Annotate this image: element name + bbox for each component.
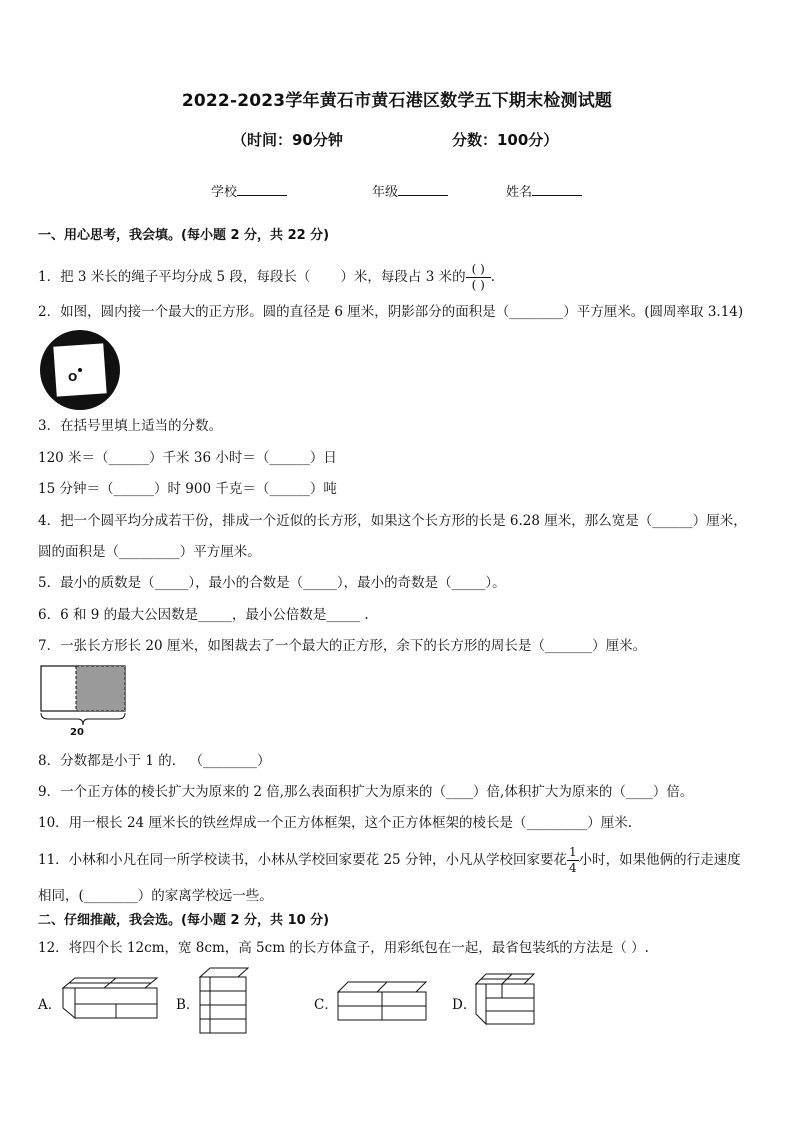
question-8: 8．分数都是小于 1 的． （________） <box>38 753 271 769</box>
option-c-figure[interactable] <box>334 978 430 1024</box>
grade-label: 年级 <box>372 185 399 200</box>
name-label: 姓名 <box>506 185 533 200</box>
q1-fraction-num[interactable]: ( ) <box>466 262 491 278</box>
option-a-figure[interactable] <box>60 975 162 1023</box>
option-d-label[interactable]: D． <box>452 997 477 1013</box>
q11-text-b: 小时，如果他俩的行走速度 <box>578 852 741 868</box>
q2-circle-figure <box>38 328 124 414</box>
school-label: 学校 <box>211 185 238 200</box>
question-4: 4．把一个圆平均分成若干份，排成一个近似的长方形，如果这个长方形的长是 6.28 厘米，那么宽是（______）厘米， <box>38 513 747 529</box>
q1-fraction-den[interactable]: ( ) <box>471 278 485 292</box>
exam-time: （时间：90分钟 <box>232 131 343 149</box>
name-blank[interactable] <box>532 183 582 196</box>
section-1-heading: 一、用心思考，我会填。(每小题 2 分，共 22 分) <box>38 228 330 243</box>
option-d-figure[interactable] <box>472 970 538 1028</box>
school-blank[interactable] <box>237 183 287 196</box>
option-c-label[interactable]: C． <box>314 997 338 1013</box>
q1-end: . <box>490 269 496 285</box>
grade-blank[interactable] <box>398 183 448 196</box>
q7-brace <box>41 713 125 725</box>
exam-score: 分数：100分） <box>452 131 559 149</box>
q2-center-label: O <box>68 371 78 384</box>
school-field[interactable] <box>211 181 287 200</box>
option-b-label[interactable]: B． <box>176 997 200 1013</box>
section-2-heading: 二、仔细推敲，我会选。(每小题 2 分，共 10 分) <box>38 913 330 928</box>
question-2: 2．如图，圆内接一个最大的正方形。圆的直径是 6 厘米，阴影部分的面积是（________）平方厘米。(圆周率取 3.14) <box>38 304 744 320</box>
question-4-line-2: 圆的面积是（_________）平方厘米。 <box>38 544 261 560</box>
grade-field[interactable] <box>372 181 448 200</box>
q1-text-b: ）米，每段占 3 米的 <box>340 269 466 285</box>
q11-fraction <box>567 845 579 876</box>
question-12: 12．将四个长 12cm，宽 8cm，高 5cm 的长方体盒子，用彩纸包在一起，最省包装纸的方法是（ ）. <box>38 940 649 956</box>
option-a-label[interactable]: A． <box>38 997 62 1013</box>
question-3: 3．在括号里填上适当的分数。 <box>38 418 223 434</box>
question-11-line-2: 相同，(________）的家离学校远一些。 <box>38 888 273 904</box>
question-6: 6．6 和 9 的最大公因数是_____，最小公倍数是_____ . <box>38 607 369 623</box>
question-9: 9．一个正方体的棱长扩大为原来的 2 倍,那么表面积扩大为原来的（____）倍,体积扩大为原来的（____）倍。 <box>38 784 694 800</box>
question-7: 7．一张长方形长 20 厘米，如图裁去了一个最大的正方形，余下的长方形的周长是（_______）厘米。 <box>38 638 647 654</box>
option-b-figure[interactable] <box>196 965 252 1037</box>
name-field[interactable] <box>506 181 582 200</box>
page-title: 2022-2023学年黄石市黄石港区数学五下期末检测试题 <box>181 91 613 111</box>
question-5: 5．最小的质数是（_____），最小的合数是（_____），最小的奇数是（_____）。 <box>38 575 506 591</box>
q1-text-a: 1．把 3 米长的绳子平均分成 5 段，每段长（ <box>38 269 311 285</box>
question-10: 10．用一根长 24 厘米长的铁丝焊成一个正方体框架，这个正方体框架的棱长是（_________）厘米. <box>38 815 632 831</box>
q7-cut-square <box>76 666 125 711</box>
q7-rectangle-figure <box>38 663 130 739</box>
q7-length-label: 20 <box>70 727 84 738</box>
q11-fraction-num: 1 <box>568 845 577 859</box>
question-11 <box>38 845 741 876</box>
q11-fraction-den: 4 <box>568 861 577 875</box>
question-3-line-2: 15 分钟＝（______）时 900 千克＝（______）吨 <box>38 481 337 497</box>
question-1 <box>38 262 495 293</box>
q11-text-a: 11．小林和小凡在同一所学校读书，小林从学校回家要花 25 分钟，小凡从学校回家要花 <box>38 852 567 868</box>
q2-center-point <box>78 368 82 372</box>
question-3-line-1: 120 米＝（______）千米 36 小时＝（______）日 <box>38 450 337 466</box>
q1-fraction <box>466 262 491 293</box>
